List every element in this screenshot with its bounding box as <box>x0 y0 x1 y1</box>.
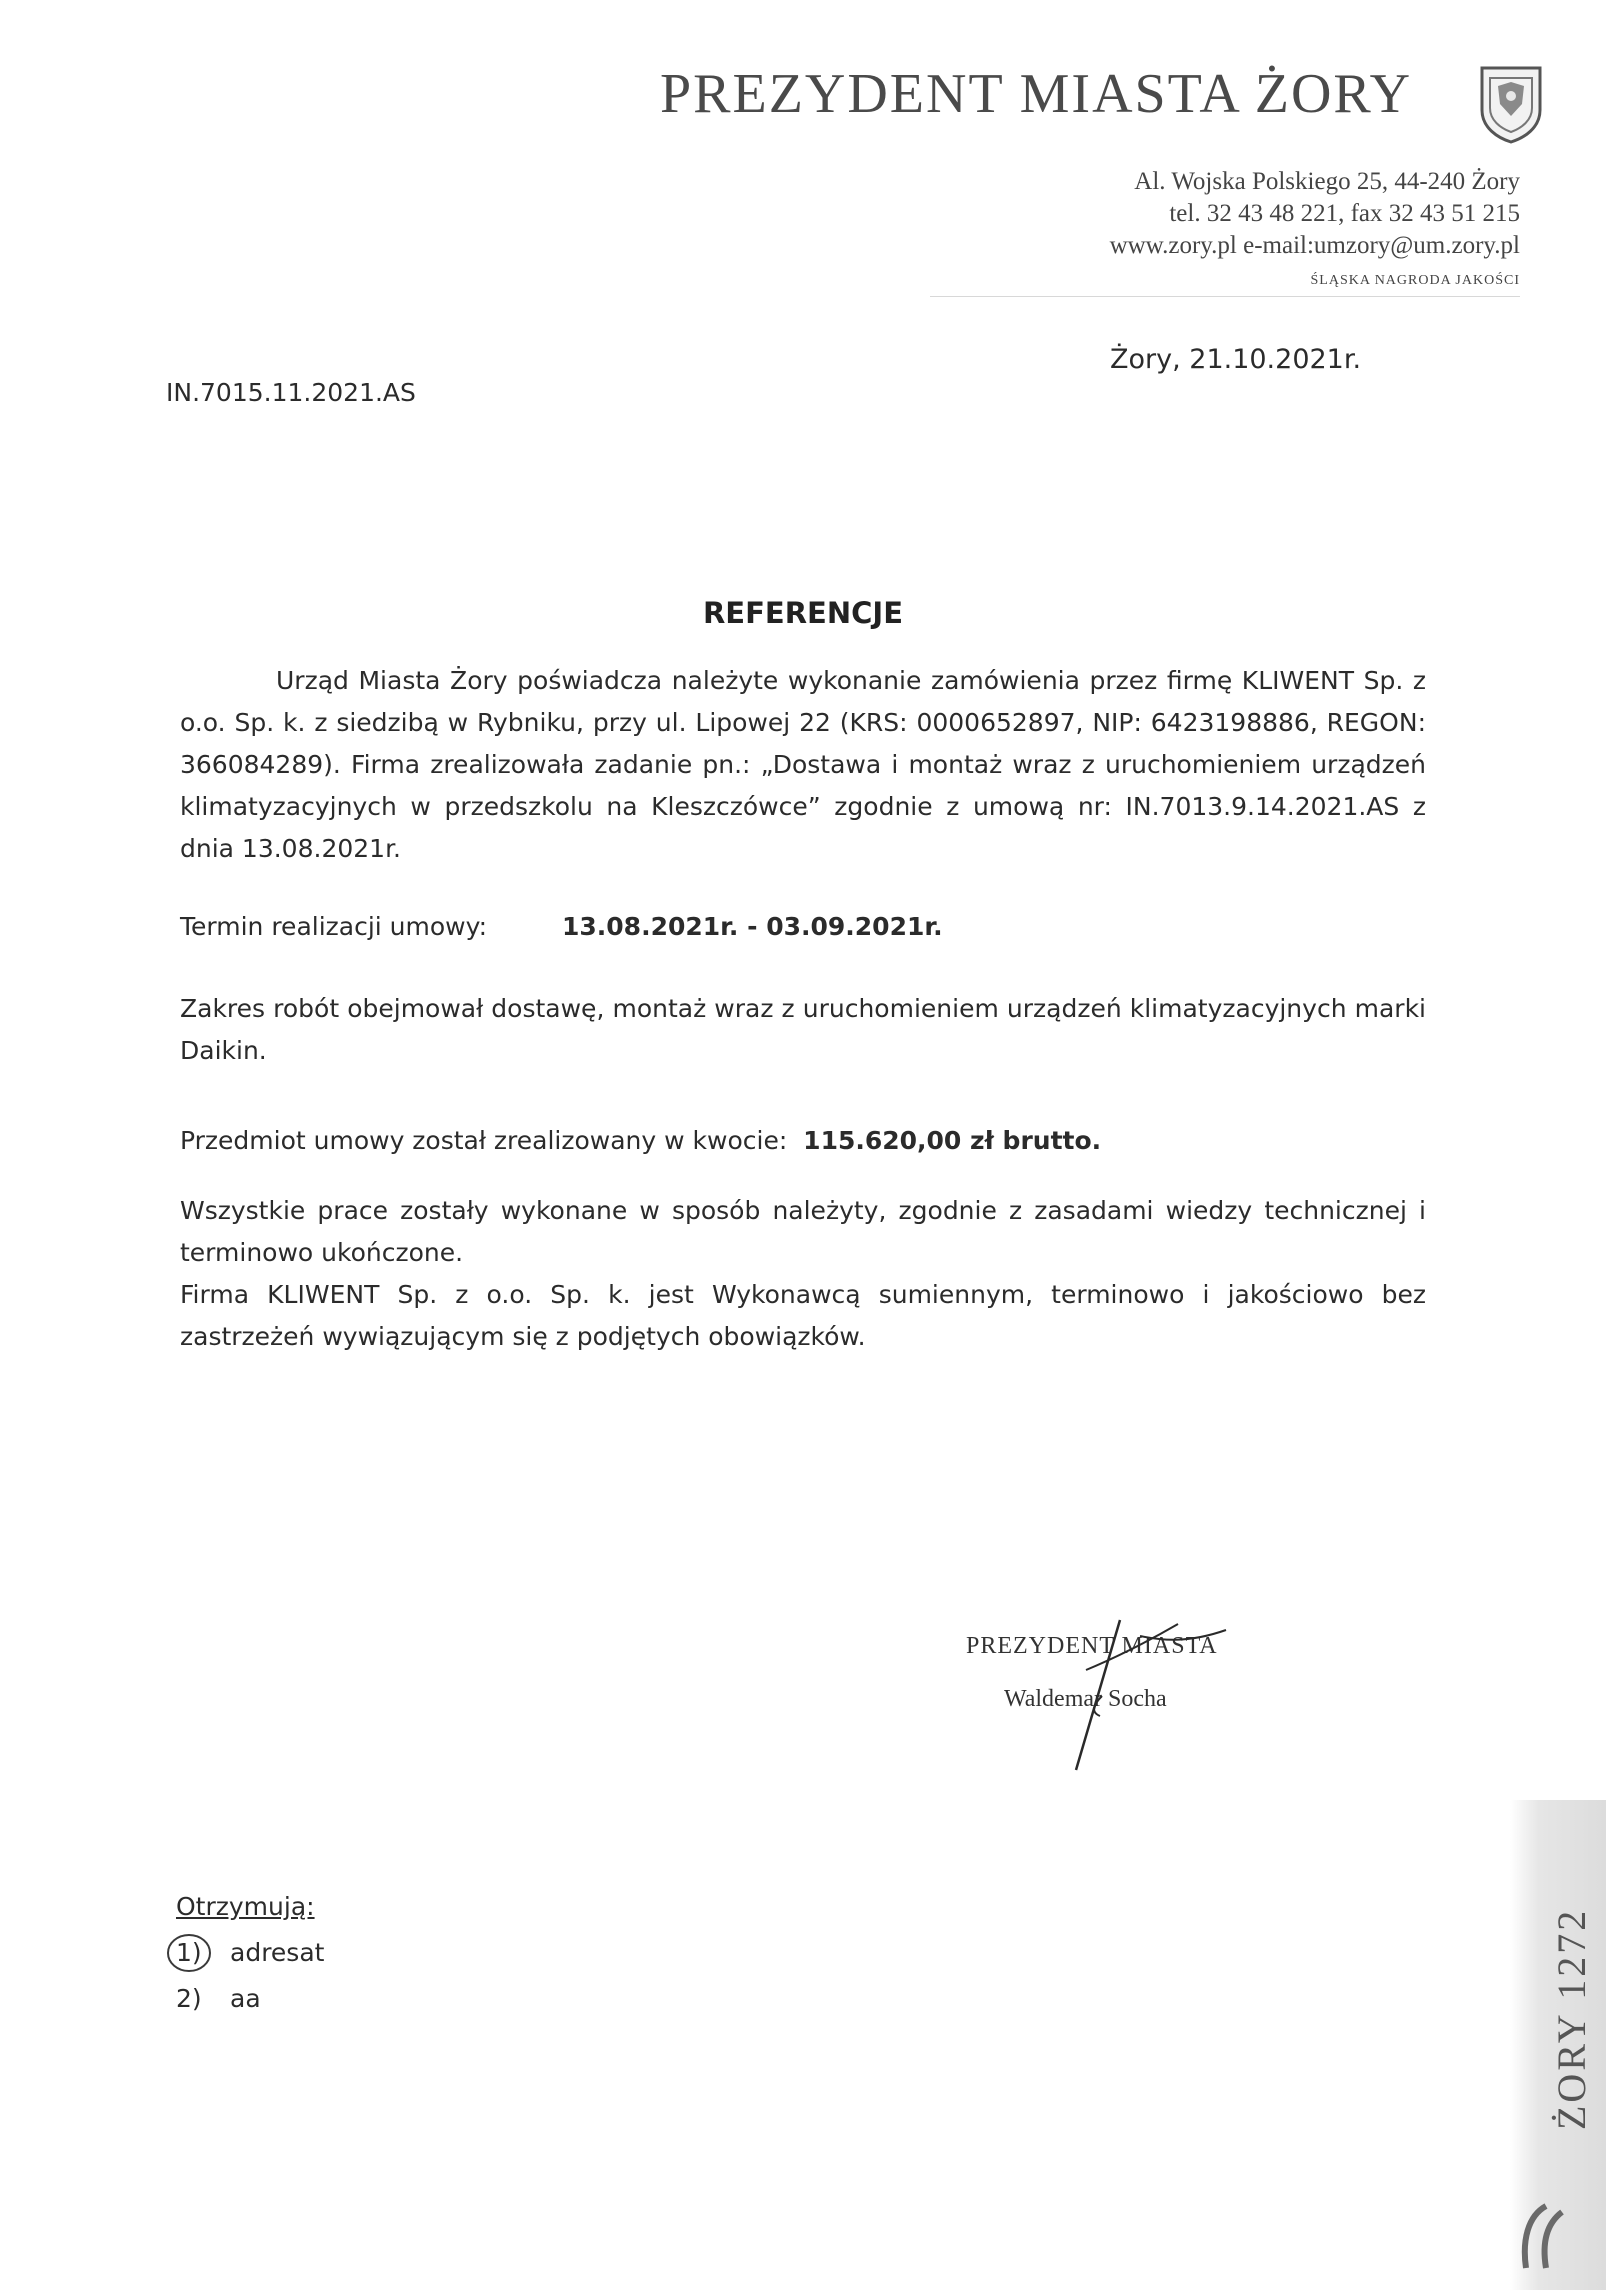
amount-label: Przedmiot umowy został zrealizowany w kwocie: <box>180 1126 788 1155</box>
amount-value: 115.620,00 zł brutto. <box>803 1126 1102 1155</box>
recipient-item <box>176 1938 324 1967</box>
award-line: ŚLĄSKA NAGRODA JAKOŚCI <box>1310 273 1520 288</box>
intro-text: Urząd Miasta Żory poświadcza należyte wykonanie zamówienia przez firmę KLIWENT Sp. z o.o. Sp. k. z siedzibą w Rybniku, przy ul. Lipowej 22 (KRS: 0000652897, NIP: 6423198886, REGON: 366084289). Firma zrealizowała zadanie pn.: „Dostawa i montaż wraz z uruchomieniem urządzeń klimatyzacyjnych w przedszkolu na Kleszczówce” zgodnie z umową nr: IN.7013.9.14.2021.AS z dnia 13.08.2021r. <box>180 666 1426 863</box>
handwritten-signature <box>990 1600 1250 1780</box>
recipient-label: adresat <box>230 1938 325 1967</box>
body-paragraph-intro <box>180 660 1426 870</box>
address-line-web: www.zory.pl e-mail:umzory@um.zory.pl <box>1109 232 1520 259</box>
recipient-number: 1) <box>176 1938 202 1967</box>
city-crest-icon <box>1478 64 1544 144</box>
recipient-label: aa <box>230 1984 261 2013</box>
signature-name: Waldemar Socha <box>1004 1686 1167 1712</box>
place-date: Żory, 21.10.2021r. <box>1110 344 1362 375</box>
amount-line <box>180 1120 1426 1162</box>
closing-paragraph <box>180 1190 1426 1358</box>
recipients-heading: Otrzymują: <box>176 1892 315 1921</box>
reference-number: IN.7015.11.2021.AS <box>166 378 416 407</box>
closing-sentence-1: Wszystkie prace zostały wykonane w sposób należyty, zgodnie z zasadami wiedzy technicznej i terminowo ukończone. <box>180 1196 1426 1267</box>
recipient-item <box>176 1984 261 2013</box>
letterhead-title: PREZYDENT MIASTA ŻORY <box>660 63 1413 125</box>
term-line <box>180 906 1426 948</box>
closing-sentence-2: Firma KLIWENT Sp. z o.o. Sp. k. jest Wykonawcą sumiennym, terminowo i jakościowo bez zastrzeżeń wywiązującym się z podjętych obowiązków. <box>180 1280 1426 1351</box>
scope-paragraph: Zakres robót obejmował dostawę, montaż wraz z uruchomieniem urządzeń klimatyzacyjnych marki Daikin. <box>180 994 1426 1065</box>
letterhead-divider <box>930 296 1520 297</box>
edge-stamp-text: ŻORY 1272 <box>1549 1907 1594 2130</box>
signature-title: PREZYDENT MIASTA <box>966 1633 1218 1659</box>
address-line-phone: tel. 32 43 48 221, fax 32 43 51 215 <box>1169 200 1520 227</box>
address-line-street: Al. Wojska Polskiego 25, 44-240 Żory <box>1134 168 1520 195</box>
term-value: 13.08.2021r. - 03.09.2021r. <box>562 912 943 941</box>
document-title: REFERENCJE <box>702 596 904 630</box>
term-label: Termin realizacji umowy: <box>180 912 488 941</box>
edge-stamp-emblem-icon <box>1512 2200 1572 2270</box>
recipient-number: 2) <box>176 1984 202 2013</box>
